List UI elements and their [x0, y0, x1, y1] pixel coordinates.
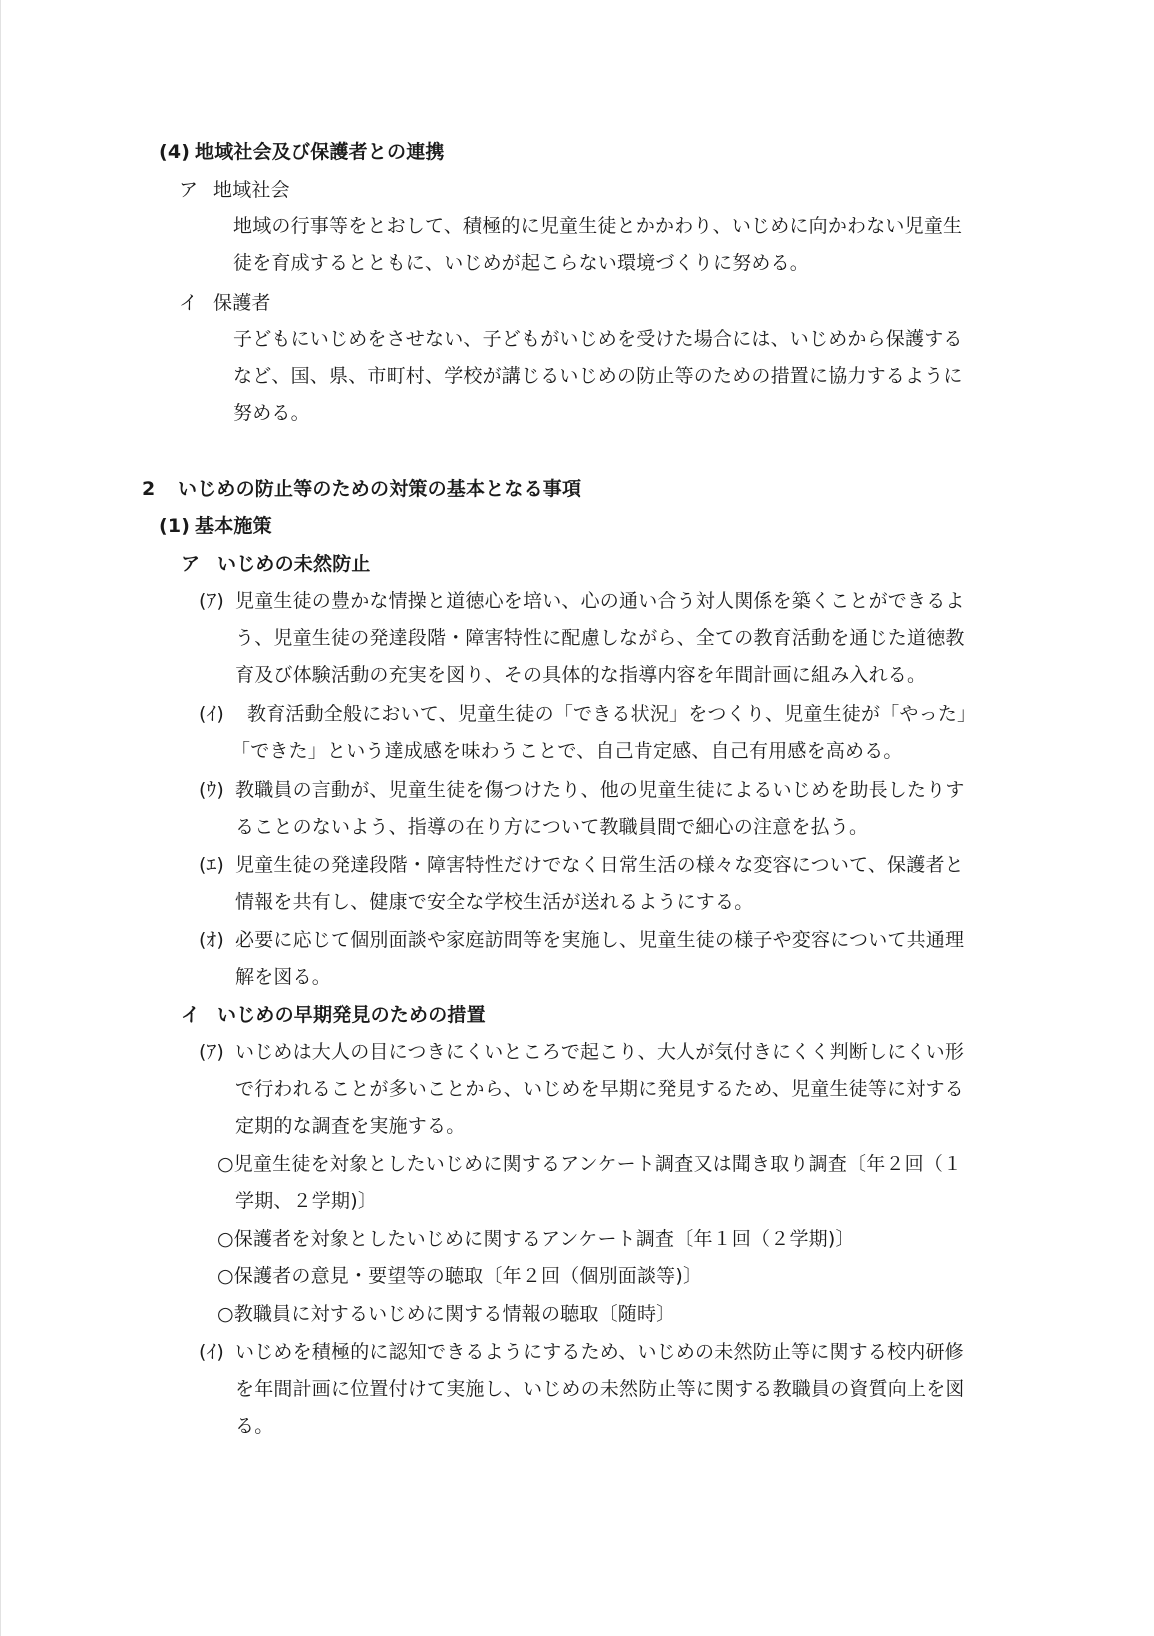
- measure-a-title: いじめの未然防止: [217, 553, 371, 575]
- bullet-item: ○児童生徒を対象としたいじめに関するアンケート調査又は聞き取り調査〔年２回（１: [217, 1153, 963, 1175]
- bullet-item: ○教職員に対するいじめに関する情報の聴取〔随時〕: [217, 1303, 676, 1325]
- section-2-number: 2: [142, 478, 156, 500]
- list-item-line: 情報を共有し、健康で安全な学校生活が送れるようにする。: [235, 891, 754, 913]
- subsection-a-marker: ア: [179, 179, 199, 201]
- list-item-marker: (ｲ): [199, 1341, 224, 1363]
- list-item-line: 育及び体験活動の充実を図り、その具体的な指導内容を年間計画に組み入れる。: [235, 664, 927, 686]
- measure-i-title: いじめの早期発見のための措置: [217, 1004, 486, 1026]
- list-item-line: ることのないよう、指導の在り方について教職員間で細心の注意を払う。: [235, 816, 869, 838]
- list-item-marker: (ｳ): [199, 779, 224, 801]
- subsection-i-heading: [179, 291, 271, 315]
- list-item-line: る。: [235, 1415, 274, 1437]
- subsection-1-marker: (1): [159, 515, 191, 537]
- list-item-marker: (ｲ): [199, 703, 224, 725]
- list-item-line: 教職員の言動が、児童生徒を傷つけたり、他の児童生徒によるいじめを助長したりす: [235, 779, 965, 801]
- subsection-i-marker: イ: [179, 292, 199, 314]
- section-4-marker: (4): [159, 141, 191, 163]
- subsection-1-heading: [159, 514, 272, 538]
- measure-a-heading: [181, 552, 371, 576]
- paragraph-line: 徒を育成するとともに、いじめが起こらない環境づくりに努める。: [233, 252, 810, 274]
- section-4-heading: [159, 140, 445, 164]
- section-2-heading: [142, 477, 581, 501]
- list-item-line: 児童生徒の豊かな情操と道徳心を培い、心の通い合う対人関係を築くことができるよ: [235, 590, 965, 612]
- measure-a-marker: ア: [181, 553, 201, 575]
- list-item-marker: (ｴ): [199, 854, 224, 876]
- measure-i-heading: [181, 1003, 486, 1027]
- subsection-a-title: 地域社会: [213, 179, 290, 201]
- bullet-item-continuation: 学期、２学期)〕: [235, 1190, 378, 1212]
- list-item-line: を年間計画に位置付けて実施し、いじめの未然防止等に関する教職員の資質向上を図: [235, 1378, 965, 1400]
- list-item-marker: (ｱ): [199, 1041, 224, 1063]
- measure-i-marker: イ: [181, 1004, 201, 1026]
- subsection-a-heading: [179, 178, 290, 202]
- list-item-line: 必要に応じて個別面談や家庭訪問等を実施し、児童生徒の様子や変容について共通理: [235, 929, 965, 951]
- list-item-line: 定期的な調査を実施する。: [235, 1115, 466, 1137]
- bullet-item: ○保護者の意見・要望等の聴取〔年２回（個別面談等)〕: [217, 1265, 703, 1287]
- list-item-line: 解を図る。: [235, 966, 332, 988]
- section-2-title: いじめの防止等のための対策の基本となる事項: [178, 478, 582, 500]
- list-item-line: う、児童生徒の発達段階・障害特性に配慮しながら、全ての教育活動を通じた道徳教: [235, 627, 965, 649]
- paragraph-line: 子どもにいじめをさせない、子どもがいじめを受けた場合には、いじめから保護する: [233, 328, 963, 350]
- paragraph-line: 努める。: [233, 402, 310, 424]
- list-item-line: 教育活動全般において、児童生徒の「できる状況」をつくり、児童生徒が「やった」: [247, 703, 977, 725]
- paragraph-line: など、国、県、市町村、学校が講じるいじめの防止等のための措置に協力するように: [233, 365, 963, 387]
- list-item-line: いじめは大人の目につきにくいところで起こり、大人が気付きにくく判断しにくい形: [235, 1041, 965, 1063]
- list-item-marker: (ｵ): [199, 929, 224, 951]
- bullet-item: ○保護者を対象としたいじめに関するアンケート調査〔年１回（２学期)〕: [217, 1228, 855, 1250]
- paragraph-line: 地域の行事等をとおして、積極的に児童生徒とかかわり、いじめに向かわない児童生: [233, 215, 963, 237]
- list-item-line: で行われることが多いことから、いじめを早期に発見するため、児童生徒等に対する: [235, 1078, 964, 1100]
- subsection-1-title: 基本施策: [195, 515, 272, 537]
- subsection-i-title: 保護者: [213, 292, 271, 314]
- section-4-title: 地域社会及び保護者との連携: [195, 141, 445, 163]
- list-item-line: いじめを積極的に認知できるようにするため、いじめの未然防止等に関する校内研修: [235, 1341, 964, 1363]
- list-item-line: 児童生徒の発達段階・障害特性だけでなく日常生活の様々な変容について、保護者と: [235, 854, 964, 876]
- list-item-marker: (ｱ): [199, 590, 224, 612]
- list-item-line: 「できた」という達成感を味わうことで、自己肯定感、自己有用感を高める。: [231, 740, 903, 762]
